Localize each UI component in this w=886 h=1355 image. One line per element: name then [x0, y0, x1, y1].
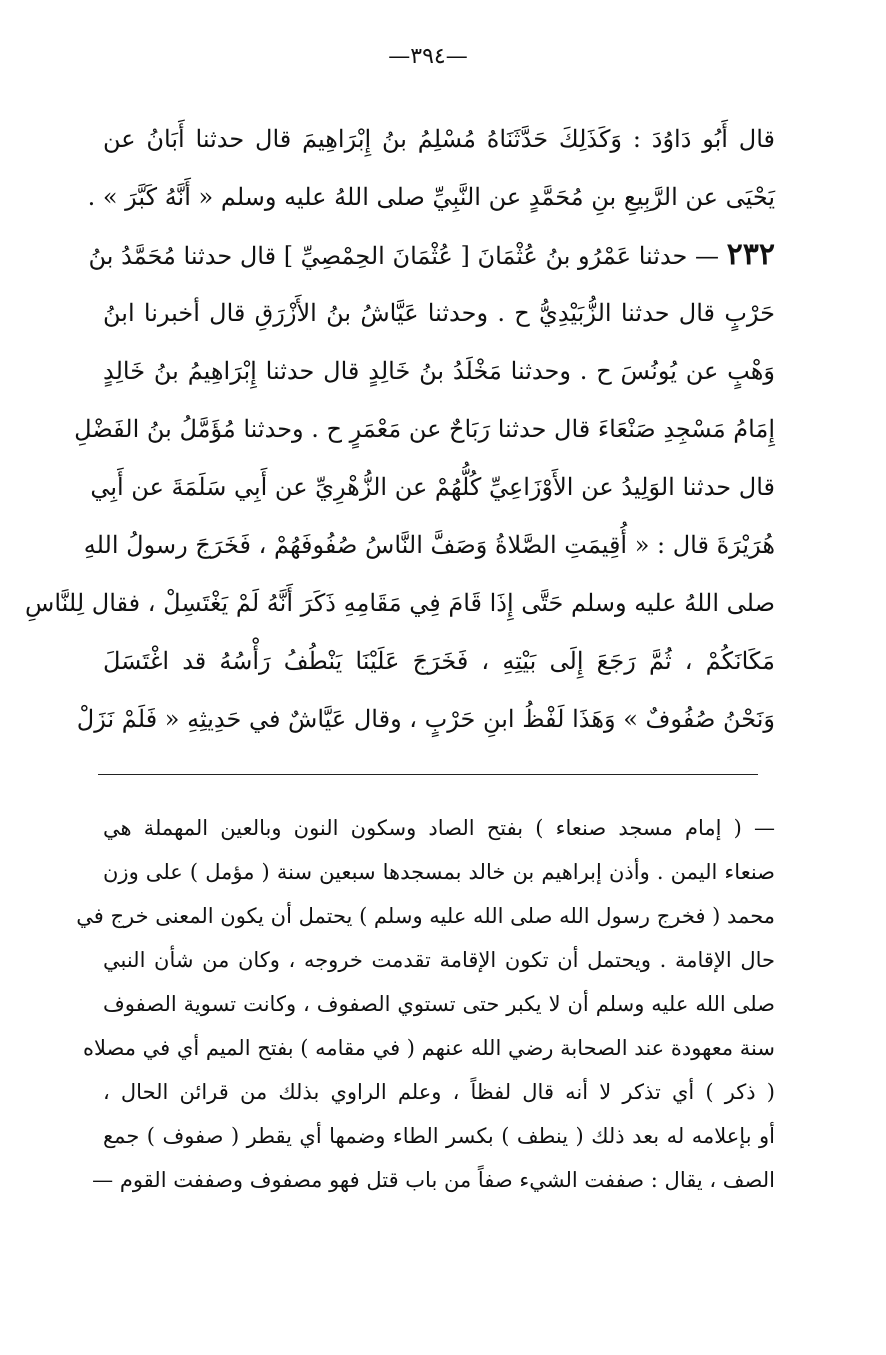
- main-line: وَهْبٍ عن يُونُسَ ح . وحدثنا مَخْلَدُ بنُ خَالِدٍ قال حدثنا إِبْرَاهِيمُ بنُ خَالِدٍ: [103, 357, 775, 385]
- main-line: إِمَامُ مَسْجِدِ صَنْعَاءَ قال حدثنا رَبَاحٌ عن مَعْمَرٍ ح . وحدثنا مُؤَمَّلُ بنُ الفَضْلِ: [74, 415, 775, 443]
- main-line: هُرَيْرَةَ قال : « أُقِيمَتِ الصَّلاةُ وَصَفَّ النَّاسُ صُفُوفَهُمْ ، فَخَرَجَ رسولُ اللهِ: [83, 531, 775, 559]
- footnotes: [76, 806, 775, 1202]
- footnote-line: صنعاء اليمن . وأذن إبراهيم بن خالد بمسجدها سبعين سنة ( مؤمل ) على وزن: [103, 860, 775, 884]
- main-text: [25, 110, 775, 748]
- main-line: صلى اللهُ عليه وسلم حَتَّى إِذَا قَامَ فِي مَقَامِهِ ذَكَرَ أَنَّهُ لَمْ يَغْتَسِلْ ، فقال لِلنَّاسِ: [25, 589, 775, 617]
- footnote-line: — ( إمام مسجد صنعاء ) بفتح الصاد وسكون النون وبالعين المهملة هي: [103, 816, 775, 840]
- footnote-line: سنة معهودة عند الصحابة رضي الله عنهم ( في مقامه ) بفتح الميم أي في مصلاه: [83, 1036, 775, 1060]
- main-line: مَكَانَكُمْ ، ثُمَّ رَجَعَ إِلَى بَيْتِهِ ، فَخَرَجَ عَلَيْنَا يَنْطُفُ رَأْسُهُ قد اغْتَسَلَ: [103, 647, 775, 675]
- main-line: وَنَحْنُ صُفُوفٌ » وَهَذَا لَفْظُ ابنِ حَرْبٍ ، وقال عَيَّاشٌ في حَدِيثِهِ « فَلَمْ نَزَلْ: [76, 705, 775, 733]
- hadith-number: ٢٣٢: [726, 237, 775, 272]
- footnote-line: محمد ( فخرج رسول الله صلى الله عليه وسلم ) يحتمل أن يكون المعنى خرج في: [76, 904, 775, 928]
- main-line: قال حدثنا الوَلِيدُ عن الأَوْزَاعِيِّ كُلُّهُمْ عن الزُّهْرِيِّ عن أَبِي سَلَمَةَ عن أَبِي: [90, 473, 775, 501]
- page-number: —٣٩٤—: [388, 44, 468, 69]
- footnote-line: حال الإقامة . ويحتمل أن تكون الإقامة تقدمت خروجه ، وكان من شأن النبي: [103, 948, 775, 972]
- main-line: حَرْبٍ قال حدثنا الزُّبَيْدِيُّ ح . وحدثنا عَيَّاشُ بنُ الأَزْرَقِ قال أخبرنا ابنُ: [103, 299, 775, 327]
- footnote-line: ( ذكر ) أي تذكر لا أنه قال لفظاً ، وعلم الراوي بذلك من قرائن الحال ،: [103, 1080, 775, 1104]
- main-line-hadith-start: [88, 226, 775, 284]
- main-line: قال أَبُو دَاوُدَ : وَكَذَلِكَ حَدَّثَنَاهُ مُسْلِمُ بنُ إِبْرَاهِيمَ قال حدثنا أَبَانُ عن: [103, 125, 775, 153]
- footnote-line: الصف ، يقال : صففت الشيء صفاً من باب قتل فهو مصفوف وصففت القوم —: [92, 1168, 775, 1192]
- footnote-divider: [98, 774, 758, 775]
- main-line-text: — حدثنا عَمْرُو بنُ عُثْمَانَ [ عُثْمَانَ الحِمْصِيِّ ] قال حدثنا مُحَمَّدُ بنُ: [88, 242, 720, 270]
- footnote-line: أو بإعلامه له بعد ذلك ( ينطف ) بكسر الطاء وضمها أي يقطر ( صفوف ) جمع: [103, 1124, 775, 1148]
- main-line: يَحْيَى عن الرَّبِيعِ بنِ مُحَمَّدٍ عن النَّبِيِّ صلى اللهُ عليه وسلم « أَنَّهُ كَبَّرَ » .: [87, 183, 775, 211]
- footnote-line: صلى الله عليه وسلم أن لا يكبر حتى تستوي الصفوف ، وكانت تسوية الصفوف: [103, 992, 775, 1016]
